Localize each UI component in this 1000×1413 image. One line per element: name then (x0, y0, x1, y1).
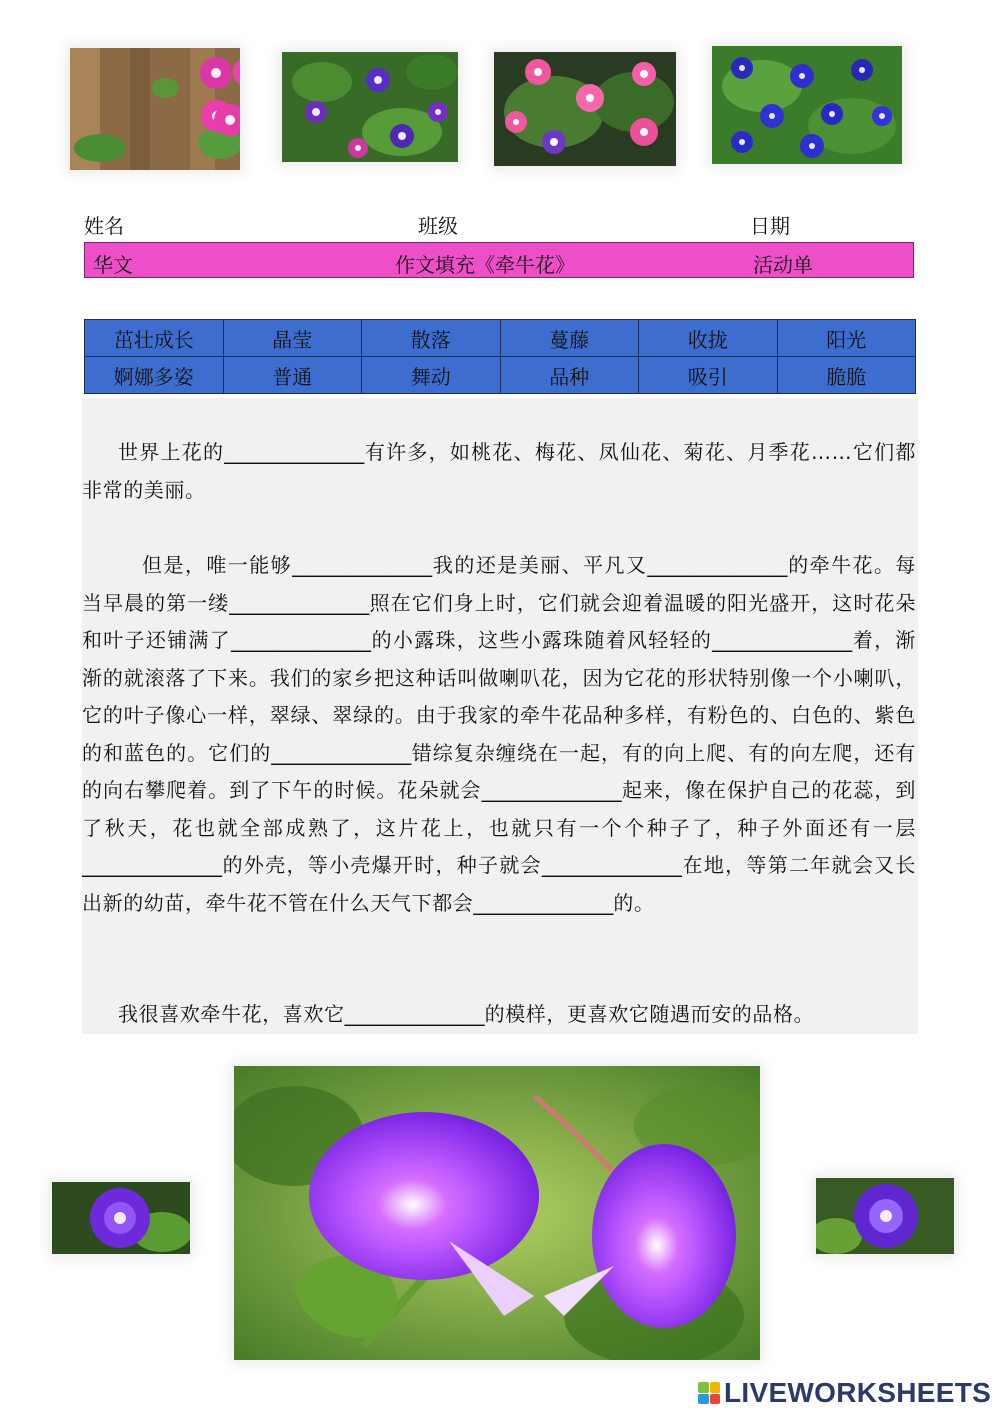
passage-text: 的。 (613, 890, 655, 915)
answer-blank-3[interactable]: ______________ (647, 553, 788, 577)
answer-blank-8[interactable]: ______________ (481, 778, 622, 802)
passage-text: 但是，唯一能够 (142, 553, 293, 577)
answer-blank-9[interactable]: ______________ (82, 853, 222, 877)
paragraph-3 (82, 996, 916, 1034)
answer-blank-6[interactable]: ______________ (712, 628, 853, 652)
morning-glory-photo-4 (712, 46, 902, 164)
passage-text: 的外壳，等小壳爆开时，种子就会 (222, 853, 542, 877)
passage-text: 我的还是美丽、平凡又 (432, 553, 648, 577)
paragraph-1 (82, 434, 916, 509)
word-bank-cell: 脆脆 (777, 357, 916, 394)
answer-blank-12[interactable]: ______________ (344, 1002, 485, 1026)
liveworksheets-logo (698, 1378, 991, 1408)
subject-label: 华文 (93, 253, 133, 277)
answer-blank-2[interactable]: ______________ (292, 553, 433, 577)
morning-glory-photo-1 (70, 48, 240, 170)
answer-blank-1[interactable]: ______________ (224, 440, 365, 464)
worksheet-title: 作文填充《牵牛花》 (395, 253, 575, 277)
passage-text: 有许多，如桃花、梅花、凤仙花、菊花、月季花……它们都非常的美丽。 (82, 440, 916, 502)
passage-text: 的小露珠，这些小露珠随着风轻轻的 (370, 628, 713, 652)
answer-blank-11[interactable]: ______________ (473, 890, 614, 915)
title-banner (84, 242, 914, 278)
word-bank-cell: 蔓藤 (500, 320, 639, 357)
small-morning-glory-photo-left (52, 1182, 190, 1254)
word-bank-cell: 品种 (500, 357, 639, 394)
passage-text: 照在它们身上时，它们就会迎着温暖的阳光盛开，这时花朵和叶子还铺满了 (82, 590, 916, 652)
word-bank-cell: 晶莹 (223, 320, 362, 357)
word-bank-cell: 婀娜多姿 (85, 357, 224, 394)
passage-text: 起来，像在保护自己的花蕊，到了秋天，花也就全部成熟了，这片花上，也就只有一个个种子了，种子外面还有一层 (82, 778, 916, 840)
answer-blank-5[interactable]: ______________ (230, 628, 371, 652)
worksheet-type: 活动单 (753, 253, 813, 277)
word-bank-table (84, 319, 916, 394)
morning-glory-photo-3 (494, 52, 676, 166)
word-bank-cell: 阳光 (777, 320, 916, 357)
word-bank-cell: 茁壮成长 (85, 320, 224, 357)
passage-text: 世界上花的 (118, 440, 225, 464)
small-morning-glory-photo-right (816, 1178, 954, 1254)
word-bank-cell: 普通 (223, 357, 362, 394)
passage-text: 我很喜欢牵牛花，喜欢它 (118, 1002, 345, 1026)
liveworksheets-logo-icon (698, 1382, 720, 1404)
word-bank-cell: 收拢 (639, 320, 778, 357)
name-label: 姓名 (84, 214, 124, 238)
class-label: 班级 (418, 214, 458, 238)
word-bank-cell: 舞动 (362, 357, 501, 394)
word-bank-cell: 散落 (362, 320, 501, 357)
passage-text: 的模样，更喜欢它随遇而安的品格。 (484, 1002, 815, 1026)
answer-blank-7[interactable]: ______________ (271, 740, 412, 765)
word-bank-cell: 吸引 (639, 357, 778, 394)
word-bank-row (85, 357, 916, 394)
passage-text: 的牵牛花。每当早晨的第一缕 (82, 553, 917, 615)
word-bank-row (85, 320, 916, 357)
paragraph-2 (82, 547, 916, 922)
passage-text: 着，渐渐的就滚落了下来。我们的家乡把这种话叫做喇叭花，因为它花的形状特别像一个小喇叭，它的叶子像心一样，翠绿、翠绿的。由于我家的牵牛花品种多样，有粉色的、白色的、紫色的和蓝色的。它们的 (82, 628, 916, 765)
passage-text: 在地，等第二年就会又长出新的幼苗，牵牛花不管在什么天气下都会 (82, 853, 916, 915)
passage-text: 错综复杂缠绕在一起，有的向上爬、有的向左爬，还有的向右攀爬着。到了下午的时候。花朵就会 (82, 740, 916, 802)
answer-blank-4[interactable]: ______________ (229, 590, 370, 615)
date-label: 日期 (750, 214, 790, 238)
morning-glory-photo-2 (282, 52, 458, 162)
answer-blank-10[interactable]: ______________ (541, 853, 682, 877)
large-morning-glory-photo (234, 1066, 760, 1360)
brand-name: LIVEWORKSHEETS (724, 1377, 992, 1408)
